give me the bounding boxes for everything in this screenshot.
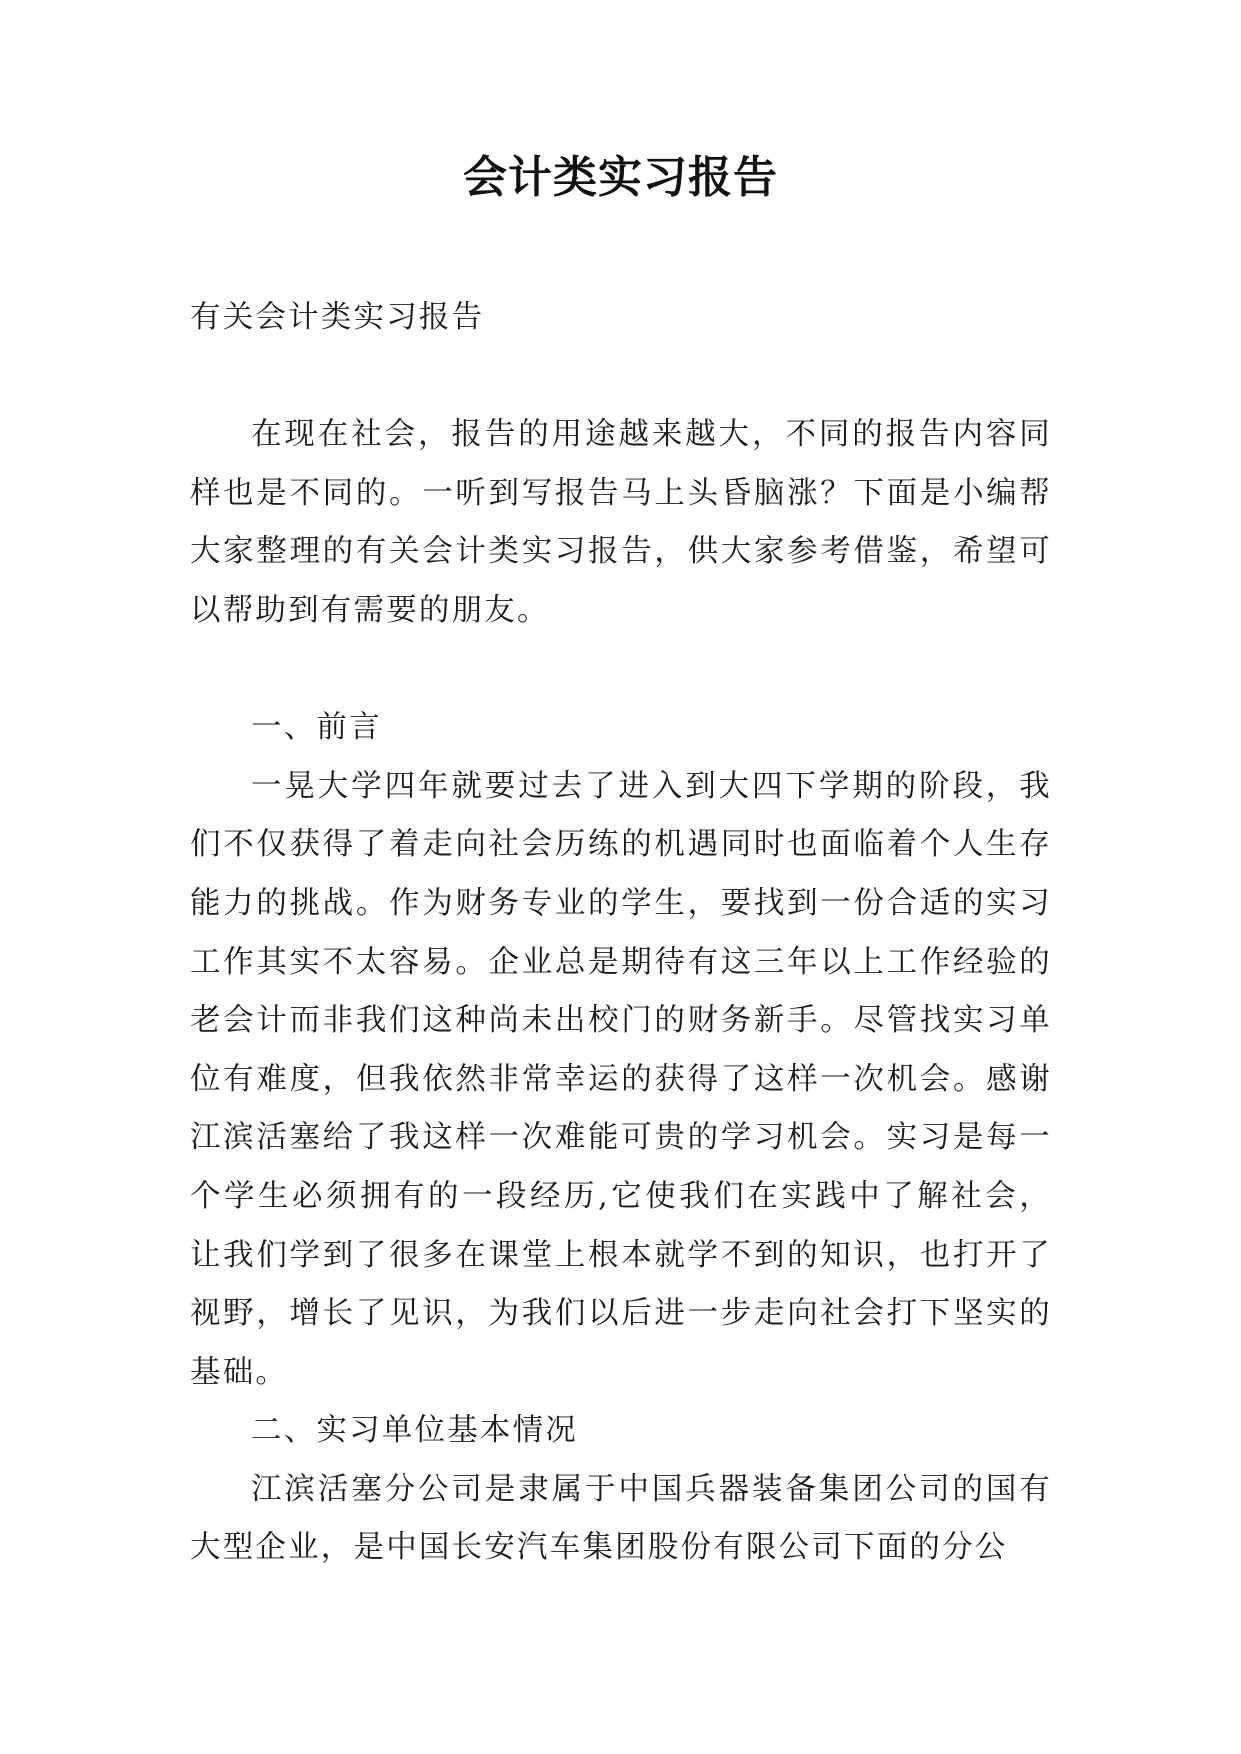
preface-paragraph: 一晃大学四年就要过去了进入到大四下学期的阶段，我们不仅获得了着走向社会历练的机遇同时也面临着个人生存能力的挑战。作为财务专业的学生，要找到一份合适的实习工作其实不太容易。企业总是期待有这三年以上工作经验的老会计而非我们这种尚未出校门的财务新手。尽管找实习单位有难度，但我依然非常幸运的获得了这样一次机会。感谢江滨活塞给了我这样一次难能可贵的学习机会。实习是每一个学生必须拥有的一段经历,它使我们在实践中了解社会，让我们学到了很多在课堂上根本就学不到的知识，也打开了视野，增长了见识，为我们以后进一步走向社会打下坚实的基础。	[190, 768, 1052, 1390]
document-title: 会计类实习报告	[463, 152, 778, 203]
section-heading-company: 二、实习单位基本情况	[251, 1413, 578, 1449]
document-body	[190, 289, 1052, 1578]
company-paragraph: 江滨活塞分公司是隶属于中国兵器装备集团公司的国有大型企业，是中国长安汽车集团股份有限公司下面的分公	[190, 1471, 1052, 1566]
paragraph-gap	[190, 641, 1052, 700]
section-heading-preface: 一、前言	[251, 710, 382, 746]
paragraph-gap	[190, 348, 1052, 407]
intro-paragraph: 在现在社会，报告的用途越来越大，不同的报告内容同样也是不同的。一听到写报告马上头昏脑涨？下面是小编帮大家整理的有关会计类实习报告，供大家参考借鉴，希望可以帮助到有需要的朋友。	[190, 417, 1052, 628]
document-subtitle: 有关会计类实习报告	[190, 300, 485, 335]
